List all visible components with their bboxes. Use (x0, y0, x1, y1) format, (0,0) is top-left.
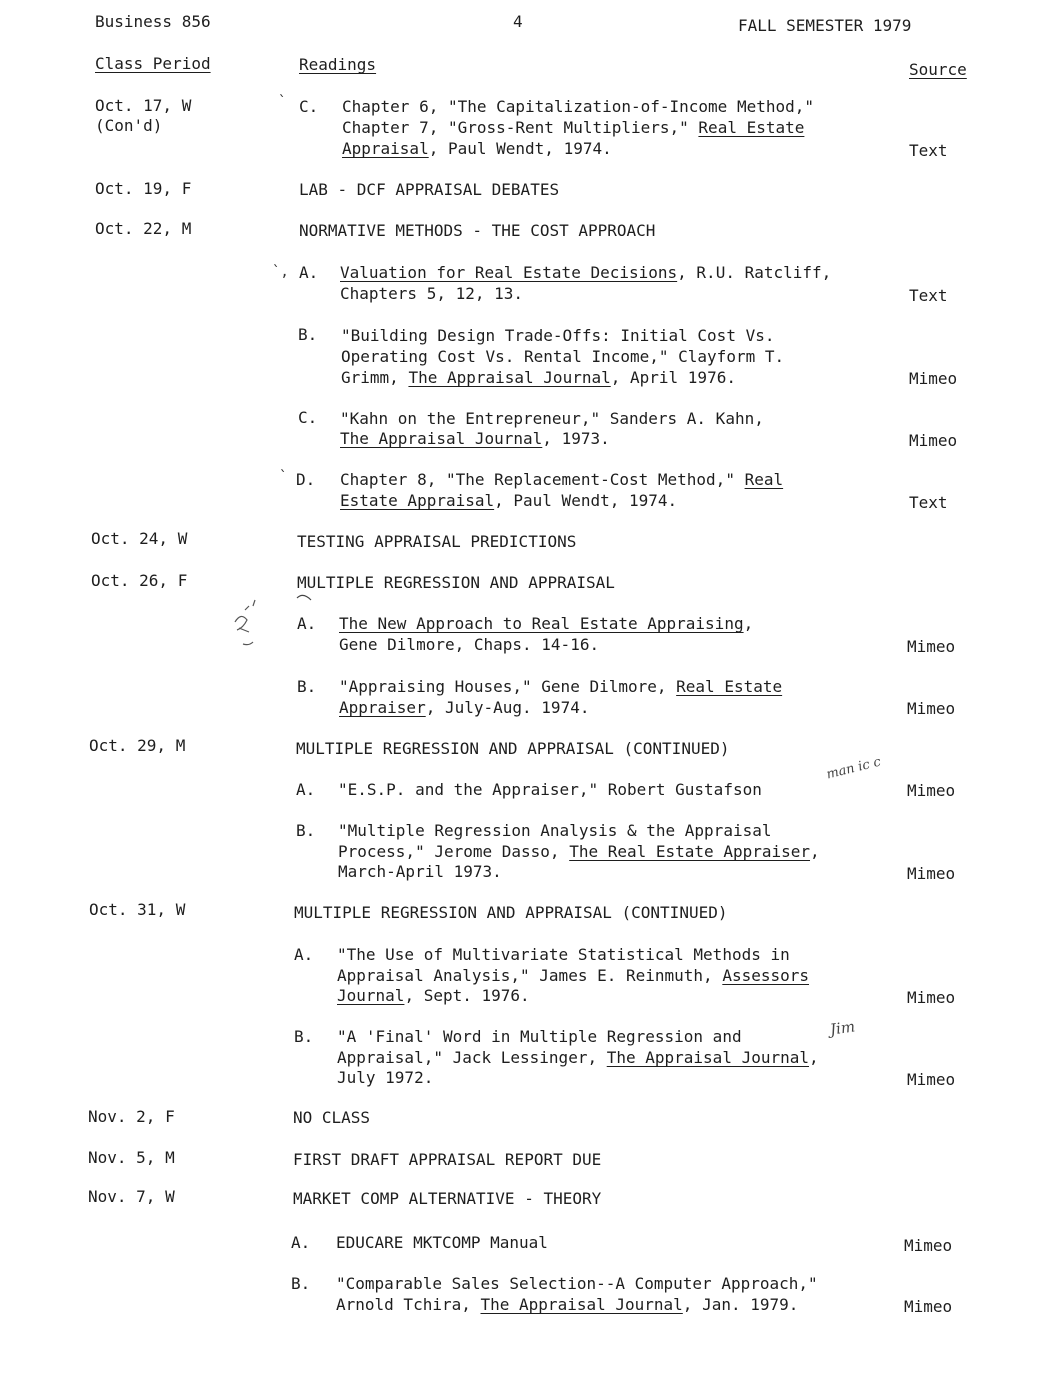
date-oct-17: Oct. 17, W (95, 96, 192, 115)
reading-letter: B. (291, 1274, 311, 1293)
check-mark-icon: `, (272, 264, 289, 280)
session-topic: NO CLASS (293, 1108, 371, 1127)
session-topic: MARKET COMP ALTERNATIVE - THEORY (293, 1189, 602, 1208)
reading-line: Chapter 6, "The Capitalization-of-Income Method," (342, 97, 815, 116)
reading-letter: D. (296, 470, 316, 489)
reading-letter: A. (299, 263, 319, 282)
reading-line: March-April 1973. (338, 862, 502, 881)
date-nov-2: Nov. 2, F (88, 1107, 175, 1126)
reading-letter: A. (294, 945, 314, 964)
reading-letter: C. (298, 408, 318, 427)
reading-line: Chapter 7, "Gross-Rent Multipliers," Real Estate (342, 118, 805, 137)
source-label: Text (909, 493, 948, 512)
reading-line: "Comparable Sales Selection--A Computer Approach," (336, 1274, 818, 1293)
course-title: Business 856 (95, 12, 211, 31)
session-topic: NORMATIVE METHODS - THE COST APPROACH (299, 221, 656, 240)
reading-line: Journal, Sept. 1976. (337, 986, 530, 1005)
reading-line: "E.S.P. and the Appraiser," Robert Gustafson (338, 780, 762, 799)
date-nov-5: Nov. 5, M (88, 1148, 175, 1167)
source-label: Text (909, 286, 948, 305)
source-label: Mimeo (907, 988, 956, 1007)
date-oct-29: Oct. 29, M (89, 736, 186, 755)
reading-line: "Appraising Houses," Gene Dilmore, Real Estate (339, 677, 783, 696)
reading-letter: B. (297, 677, 317, 696)
handwritten-note: man ic c (825, 754, 883, 783)
source-label: Mimeo (909, 369, 958, 388)
reading-line: July 1972. (337, 1068, 434, 1087)
source-label: Mimeo (907, 781, 956, 800)
reading-line: The New Approach to Real Estate Appraising, (339, 614, 754, 633)
source-label: Mimeo (904, 1236, 953, 1255)
session-topic: FIRST DRAFT APPRAISAL REPORT DUE (293, 1150, 602, 1169)
semester-label: FALL SEMESTER 1979 (738, 16, 912, 35)
reading-line: Appraisal," Jack Lessinger, The Appraisal Journal, (337, 1048, 819, 1067)
source-label: Mimeo (909, 431, 958, 450)
column-header-readings: Readings (299, 55, 377, 74)
reading-line: Valuation for Real Estate Decisions, R.U. Ratcliff, (340, 263, 832, 282)
reading-line: "A 'Final' Word in Multiple Regression and (337, 1027, 742, 1046)
date-oct-24: Oct. 24, W (91, 529, 188, 548)
source-label: Mimeo (907, 699, 956, 718)
date-oct-19: Oct. 19, F (95, 179, 192, 198)
check-mark-icon: ` (279, 469, 288, 485)
session-topic: LAB - DCF APPRAISAL DEBATES (299, 180, 560, 199)
reading-letter: B. (296, 821, 316, 840)
reading-line: Operating Cost Vs. Rental Income," Clayform T. (341, 347, 785, 366)
reading-line: Gene Dilmore, Chaps. 14-16. (339, 635, 600, 654)
reading-line: Appraisal, Paul Wendt, 1974. (342, 139, 612, 158)
column-header-source: Source (909, 60, 967, 79)
reading-line: "Building Design Trade-Offs: Initial Cost Vs. (341, 326, 775, 345)
source-label: Mimeo (904, 1297, 953, 1316)
reading-line: "The Use of Multivariate Statistical Methods in (337, 945, 790, 964)
reading-letter: B. (298, 325, 318, 344)
session-topic: TESTING APPRAISAL PREDICTIONS (297, 532, 577, 551)
check-mark-icon: ` (278, 94, 287, 110)
reading-letter: B. (294, 1027, 314, 1046)
source-label: Mimeo (907, 637, 956, 656)
date-oct-26: Oct. 26, F (91, 571, 188, 590)
reading-line: Appraisal Analysis," James E. Reinmuth, Assessors (337, 966, 810, 985)
handwritten-note: Jim (828, 1017, 857, 1039)
source-label: Text (909, 141, 948, 160)
page-number: 4 (513, 12, 523, 31)
reading-line: Process," Jerome Dasso, The Real Estate Appraiser, (338, 842, 820, 861)
column-header-class-period: Class Period (95, 54, 211, 73)
reading-letter: A. (296, 780, 316, 799)
source-label: Mimeo (907, 1070, 956, 1089)
session-topic: MULTIPLE REGRESSION AND APPRAISAL (297, 573, 615, 592)
reading-line: Estate Appraisal, Paul Wendt, 1974. (340, 491, 678, 510)
reading-line: "Multiple Regression Analysis & the Appraisal (338, 821, 772, 840)
date-oct-22: Oct. 22, M (95, 219, 192, 238)
date-oct-31: Oct. 31, W (89, 900, 186, 919)
reading-line: The Appraisal Journal, 1973. (340, 429, 610, 448)
reading-line: Chapter 8, "The Replacement-Cost Method," Real (340, 470, 784, 489)
reading-line: Arnold Tchira, The Appraisal Journal, Jan. 1979. (336, 1295, 799, 1314)
source-label: Mimeo (907, 864, 956, 883)
date-nov-7: Nov. 7, W (88, 1187, 175, 1206)
date-oct-17-cont: (Con'd) (95, 116, 163, 135)
reading-line: Grimm, The Appraisal Journal, April 1976. (341, 368, 736, 387)
session-topic: MULTIPLE REGRESSION AND APPRAISAL (CONTINUED) (296, 739, 730, 758)
reading-letter: C. (299, 97, 319, 116)
reading-letter: A. (291, 1233, 311, 1252)
reading-line: Chapters 5, 12, 13. (340, 284, 524, 303)
reading-line: EDUCARE MKTCOMP Manual (336, 1233, 548, 1252)
reading-line: "Kahn on the Entrepreneur," Sanders A. Kahn, (340, 409, 764, 428)
reading-letter: A. (297, 614, 317, 633)
reading-line: Appraiser, July-Aug. 1974. (339, 698, 590, 717)
session-topic: MULTIPLE REGRESSION AND APPRAISAL (CONTINUED) (294, 903, 728, 922)
